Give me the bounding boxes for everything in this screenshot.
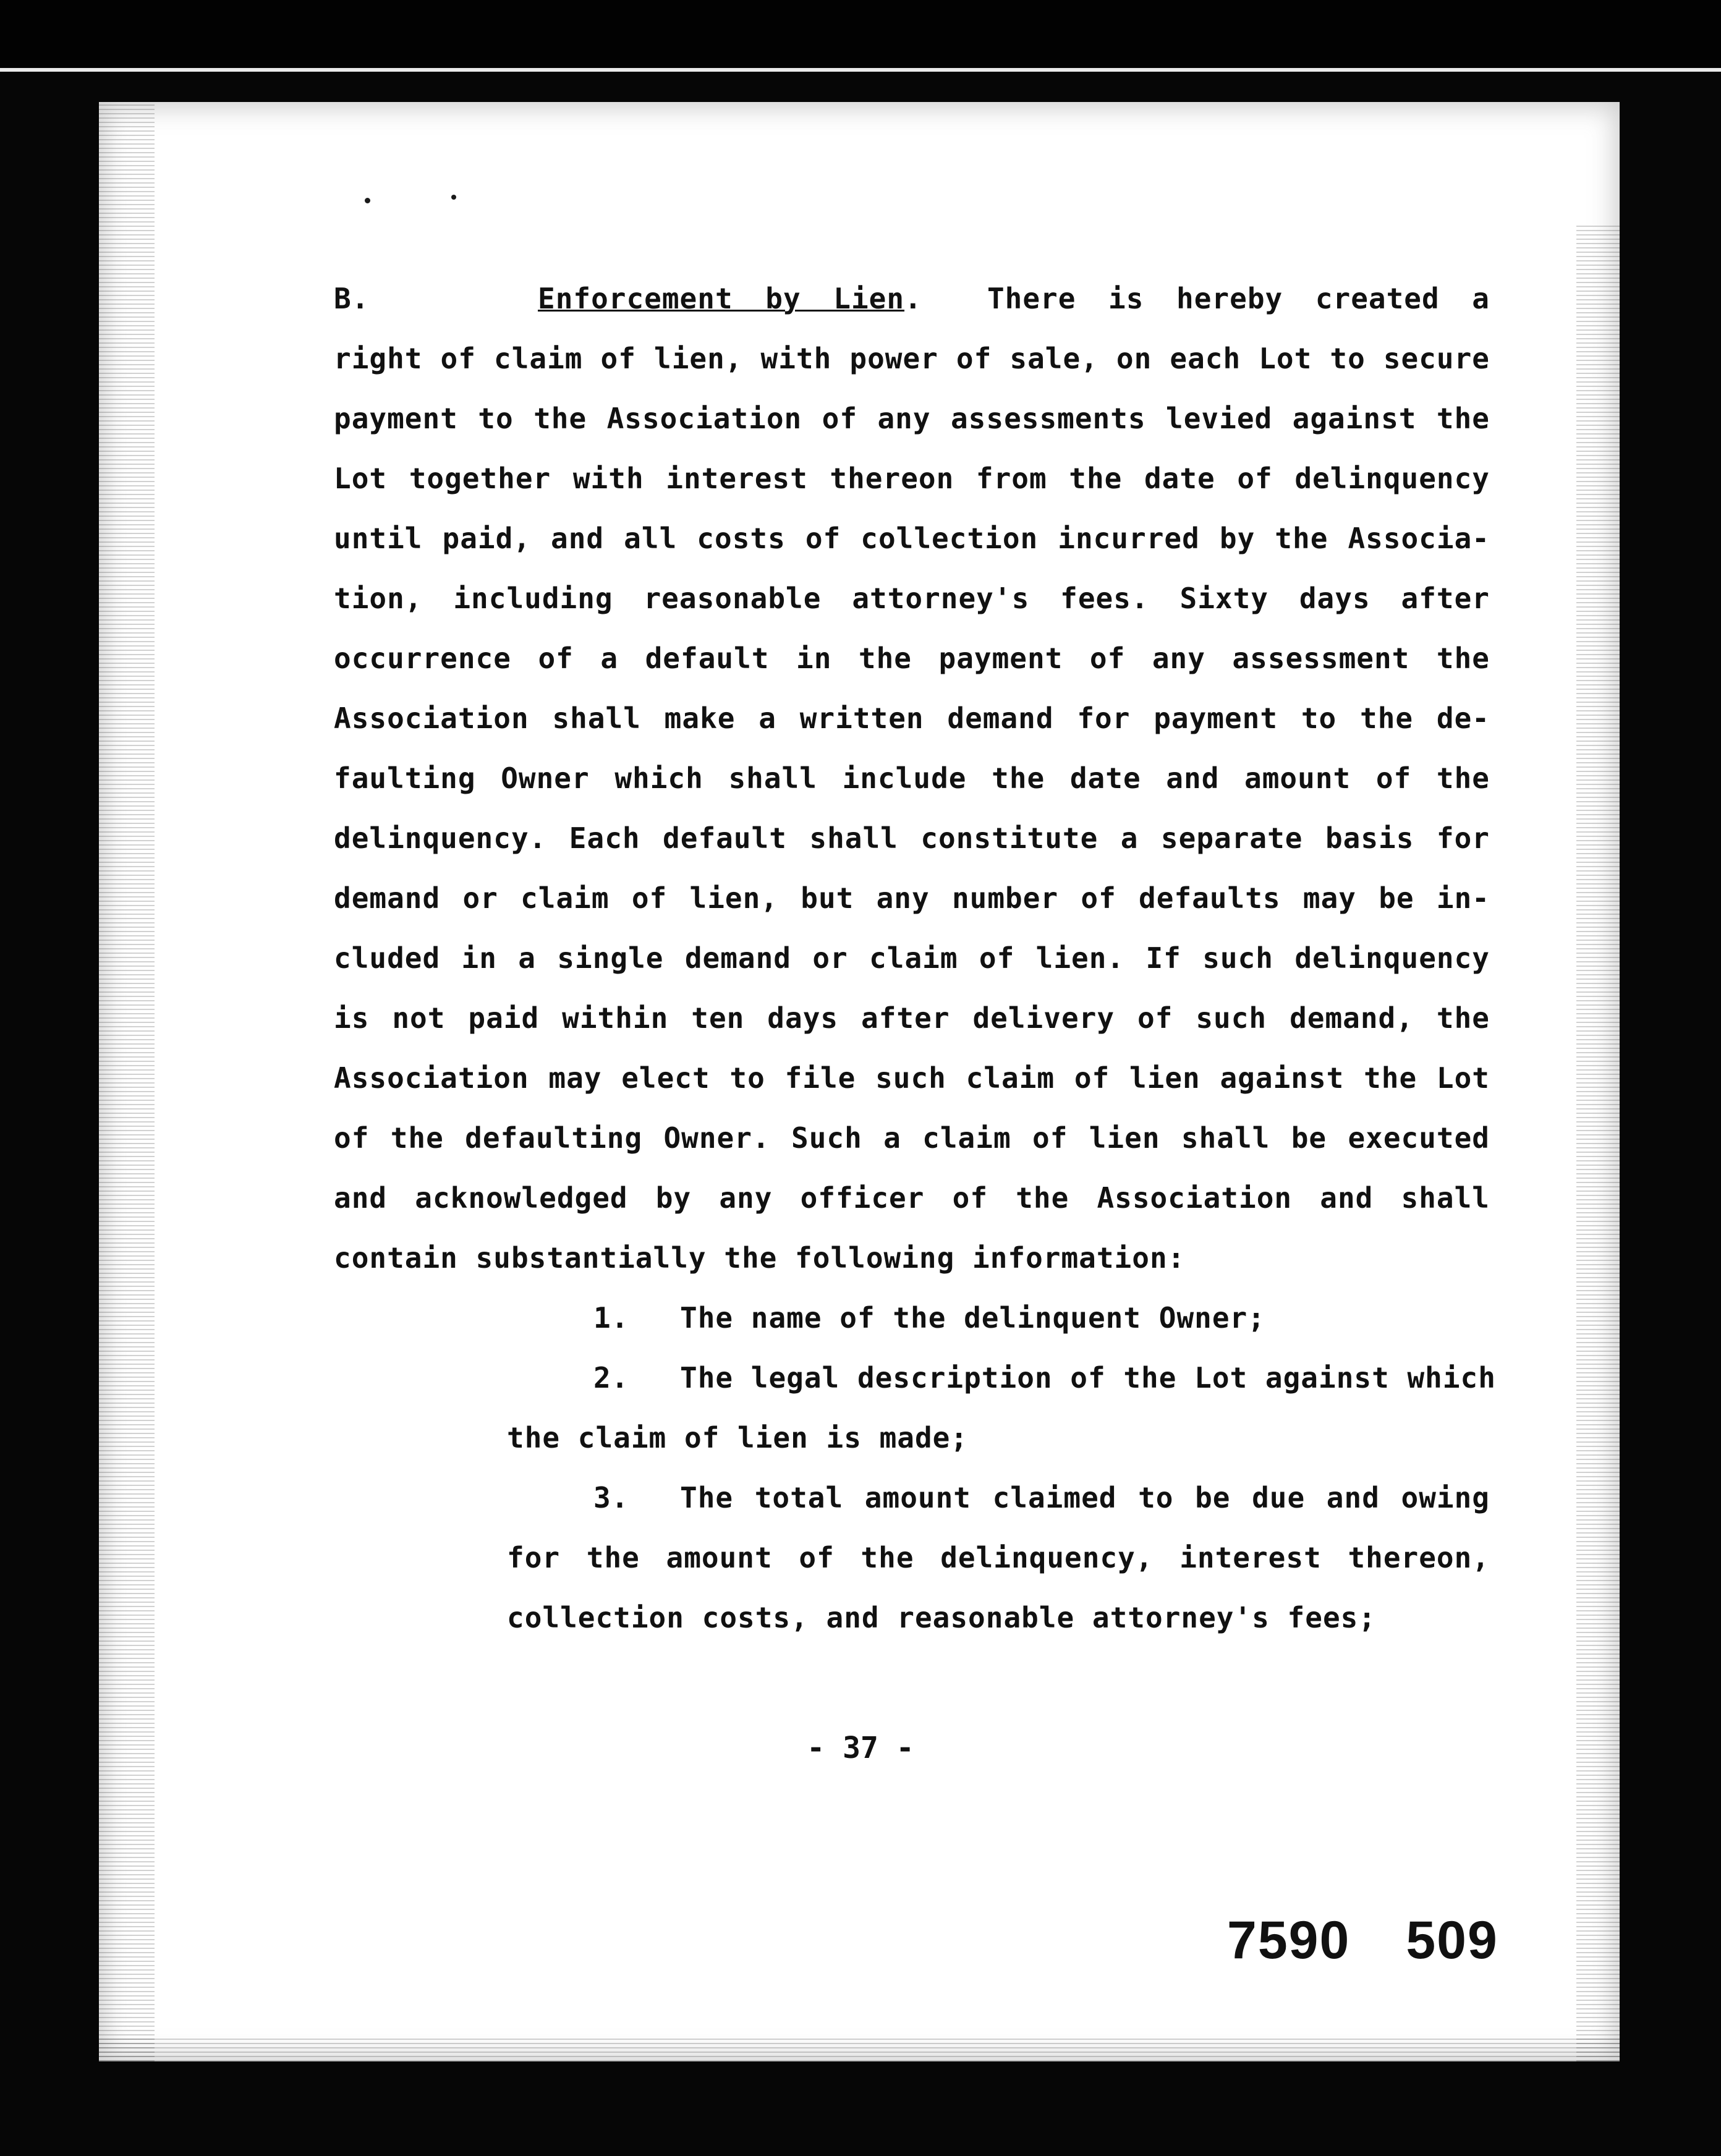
paragraph-line: tion, including reasonable attorney's fees. Sixty days after <box>334 582 1490 615</box>
paragraph-line: occurrence of a default in the payment of any assessment the <box>334 642 1490 675</box>
right-edge-noise <box>1576 226 1620 2061</box>
paragraph-line: of the defaulting Owner. Such a claim of lien shall be executed <box>334 1121 1490 1155</box>
paragraph-line: faulting Owner which shall include the date and amount of the <box>334 762 1490 795</box>
item-text: The name of the delinquent Owner; <box>680 1301 1265 1335</box>
list-item-continuation: the claim of lien is made; <box>507 1421 969 1454</box>
left-edge-noise <box>99 102 155 2061</box>
scan-top-border <box>0 0 1721 72</box>
page-number: - 37 - <box>807 1731 914 1765</box>
list-item-continuation: for the amount of the delinquency, interest thereon, <box>507 1541 1490 1574</box>
body-text <box>334 269 1508 1648</box>
item-number: 1. <box>593 1301 629 1335</box>
paragraph-line: Association may elect to file such claim of lien against the Lot <box>334 1061 1490 1095</box>
paragraph-line: Lot together with interest thereon from the date of delinquency <box>334 462 1490 495</box>
paragraph-line: contain substantially the following information: <box>334 1241 1186 1275</box>
paragraph-line: Association shall make a written demand for payment to the de- <box>334 702 1490 735</box>
item-text: The legal description of the Lot against which <box>680 1361 1496 1394</box>
section-letter: B. <box>334 282 370 315</box>
scan-speck <box>451 195 456 200</box>
bottom-edge-noise <box>99 2037 1620 2061</box>
stamp-book-number: 7590 <box>1227 1911 1351 1970</box>
list-item-continuation: collection costs, and reasonable attorney's fees; <box>507 1601 1377 1634</box>
scan-speck <box>365 198 370 203</box>
heading-line: B. Enforcement by Lien. There is hereby created a <box>334 269 1490 329</box>
list-item-2 <box>334 1348 1496 1408</box>
item-number: 2. <box>593 1361 629 1394</box>
paragraph-line: demand or claim of lien, but any number of defaults may be in- <box>334 881 1490 915</box>
paragraph-line: payment to the Association of any assessments levied against the <box>334 402 1490 435</box>
list-item-1 <box>334 1288 1490 1348</box>
paragraph-line: There is hereby created a <box>987 282 1490 315</box>
item-number: 3. <box>593 1481 629 1514</box>
paragraph-line: cluded in a single demand or claim of lien. If such delinquency <box>334 941 1490 975</box>
section-title: Enforcement by Lien <box>538 282 905 315</box>
paragraph-line: and acknowledged by any officer of the Association and shall <box>334 1181 1490 1215</box>
paragraph-line: delinquency. Each default shall constitute a separate basis for <box>334 821 1490 855</box>
stamp-page-number: 509 <box>1406 1911 1498 1970</box>
paragraph-line: right of claim of lien, with power of sale, on each Lot to secure <box>334 342 1490 375</box>
item-text: The total amount claimed to be due and owing <box>680 1481 1490 1514</box>
list-item-3 <box>334 1468 1490 1528</box>
recording-stamp <box>1227 1910 1498 1971</box>
paragraph-line: until paid, and all costs of collection incurred by the Associa- <box>334 522 1490 555</box>
paragraph-line: is not paid within ten days after delivery of such demand, the <box>334 1001 1490 1035</box>
